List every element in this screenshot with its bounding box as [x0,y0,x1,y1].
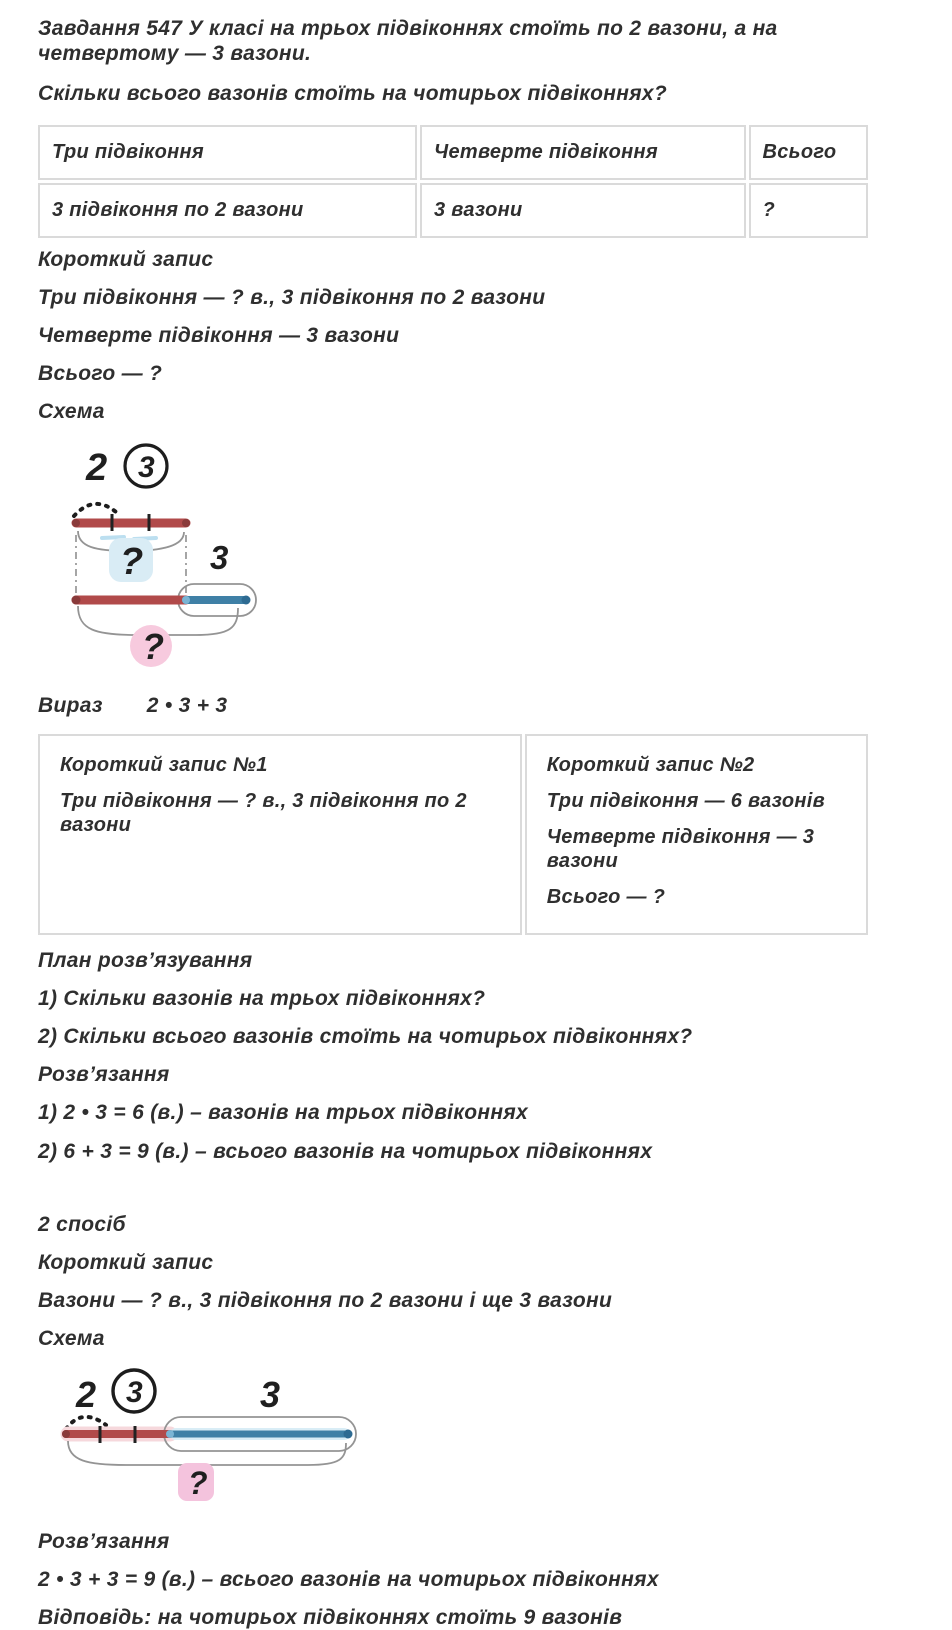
short-record-compare-table [35,731,871,938]
diagram1-top-bar-left-cap [72,519,80,527]
diagram2-bar-junction [166,1430,174,1438]
short-record-compare-row [38,734,868,935]
diagram2-question-pink: ? [188,1464,208,1501]
method2-short-record-line: Вазони — ? в., 3 підвіконня по 2 вазони і ще 3 вазони [38,1289,613,1313]
short-record-1-cell [38,734,522,935]
condition-cell-fourth-sill: 3 вазони [420,183,745,238]
diagram1-blue-scribble-1 [102,537,124,538]
answer-line: Відповідь: на чотирьох підвіконнях стоїть 9 вазонів [38,1605,623,1629]
bar-model-diagram-1 [64,438,314,673]
short-record-2-title: Короткий запис №2 [546,753,755,776]
bar-model-diagram-2 [60,1365,390,1505]
condition-table-header-row [38,125,868,180]
short-record-2-cell [525,734,868,935]
diagram2-group-count-label: 3 [126,1375,143,1409]
short-record-line-2: Четверте підвіконня — 3 вазони [38,323,400,347]
diagram1-bottom-bar-junction [182,596,190,604]
solution1-heading: Розв’язання [38,1063,170,1087]
short-record-1-line: Три підвіконня — ? в., 3 підвіконня по 2 вазони [60,789,467,836]
plan-heading: План розв’язування [38,948,253,972]
diagram1-group-count-label: 3 [138,450,155,484]
task-question-line: Скільки всього вазонів стоїть на чотирьох підвіконнях? [38,82,668,106]
short-record-2-line-1: Три підвіконня — 6 вазонів [546,789,825,812]
condition-cell-total: ? [749,183,869,238]
diagram1-dotted-arc [74,503,116,515]
diagram1-question-pink: ? [142,625,165,667]
solution1-step-1: 1) 2 • 3 = 6 (в.) – вазонів на трьох підвіконнях [38,1101,529,1125]
short-record-1-title: Короткий запис №1 [60,753,268,776]
expression-line [38,693,912,718]
condition-table-data-row [38,183,868,238]
diagram2-bar-right-cap [344,1429,353,1438]
method2-short-record-heading: Короткий запис [38,1251,214,1274]
condition-header-total: Всього [749,125,869,180]
solution1-step-2: 2) 6 + 3 = 9 (в.) – всього вазонів на чотирьох підвіконнях [38,1139,653,1163]
condition-cell-three-sills: 3 підвіконня по 2 вазони [38,183,417,238]
condition-table [35,122,871,241]
plan-item-2: 2) Скільки всього вазонів стоїть на чотирьох підвіконнях? [38,1025,693,1049]
short-record-line-1: Три підвіконня — ? в., 3 підвіконня по 2 вазони [38,285,546,309]
diagram2-group-size-label: 2 [76,1373,97,1415]
solution2-heading: Розв’язання [38,1529,170,1553]
method2-heading: 2 спосіб [38,1212,126,1236]
diagram1-addend-label: 3 [210,538,229,576]
diagram1-group-size-label: 2 [86,446,108,489]
schema-heading-2: Схема [38,1327,105,1351]
diagram1-question-blue: ? [120,540,144,583]
plan-item-1: 1) Скільки вазонів на трьох підвіконнях? [38,986,486,1010]
diagram1-bottom-bar-right-cap [242,595,251,604]
short-record-heading: Короткий запис [38,247,214,271]
diagram2-bar-left-cap [62,1430,70,1438]
task-title-line1: Завдання 547 У класі на трьох підвіконнях стоїть по 2 вазони, а на четвертому — 3 вазони. [38,17,778,66]
short-record-2-line-3: Всього — ? [546,885,666,908]
diagram2-addend-label: 3 [260,1373,281,1415]
condition-header-three-sills: Три підвіконня [38,125,417,180]
short-record-2-line-2: Четверте підвіконня — 3 вазони [546,825,815,872]
solution2-line: 2 • 3 + 3 = 9 (в.) – всього вазонів на чотирьох підвіконнях [38,1567,659,1591]
diagram2-total-brace [68,1441,346,1465]
expression-value: 2 • 3 + 3 [146,693,228,717]
diagram1-top-bar-right-cap [182,519,190,527]
expression-label: Вираз [38,693,103,717]
short-record-line-3: Всього — ? [38,362,163,386]
schema-heading-1: Схема [38,400,105,424]
diagram1-bottom-bar-left-cap [72,595,81,604]
condition-header-fourth-sill: Четверте підвіконня [420,125,745,180]
